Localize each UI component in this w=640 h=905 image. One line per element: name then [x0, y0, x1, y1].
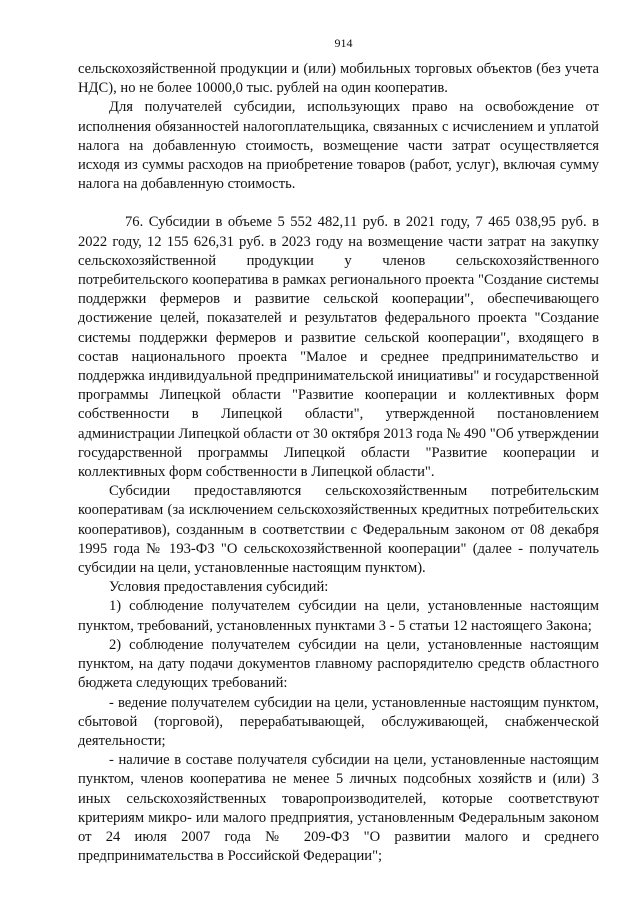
paragraph-requirement-activity: - ведение получателем субсидии на цели, установленные настоящим пунктом, сбытовой (торговой), перерабатывающей, обслуживающей, снабженческой деятельности;: [78, 694, 599, 749]
paragraph-condition-2: 2) соблюдение получателем субсидии на цели, установленные настоящим пунктом, на дату подачи документов главному распорядителю средств областного бюджета следующих требований:: [78, 636, 599, 692]
paragraph-continuation: сельскохозяйственной продукции и (или) мобильных торговых объектов (без учета НДС), но не более 10000,0 тыс. рублей на один кооператив.: [78, 61, 599, 97]
paragraph-condition-1: 1) соблюдение получателем субсидии на цели, установленные настоящим пунктом, требований, установленных пунктами 3 - 5 статьи 12 настоящего Закона;: [78, 598, 599, 634]
paragraph-requirement-members: - наличие в составе получателя субсидии на цели, установленные настоящим пунктом, членов кооператива не менее 5 личных подсобных хозяйств и (или) 3 иных сельскохозяйственных товаропроизводителей, которые соответствуют критериям микро- или малого предприятия, установленным Федеральным законом от 24 июля 2007 года № 209-ФЗ "О развитии малого и среднего предпринимательства в Российской Федерации";: [78, 752, 599, 865]
paragraph-conditions-heading: Условия предоставления субсидий:: [109, 579, 329, 596]
paragraph-subsidy-recipients: Субсидии предоставляются сельскохозяйственным потребительским кооперативам (за исключением сельскохозяйственных кредитных потребительских кооперативов), созданным в соответствии с Федеральным законом от 08 декабря 1995 года № 193-ФЗ "О сельскохозяйственной кооперации" (далее - получатель субсидии на цели, установленные настоящим пунктом).: [78, 483, 599, 577]
paragraph-vat-exemption: Для получателей субсидии, использующих право на освобождение от исполнения обязанностей налогоплательщика, связанных с исчислением и уплатой налога на добавленную стоимость, возмещение части затрат осуществляется исходя из суммы расходов на приобретение товаров (работ, услуг), включая сумму налога на добавленную стоимость.: [78, 99, 599, 193]
paragraph-item-76: 76. Субсидии в объеме 5 552 482,11 руб. в 2021 году, 7 465 038,95 руб. в 2022 году, 12 155 626,31 руб. в 2023 году на возмещение части затрат на закупку сельскохозяйственной продукции у членов сельскохозяйственного потребительского кооператива в рамках регионального проекта "Создание системы поддержки фермеров и развитие сельской кооперации", обеспечивающего достижение целей, показателей и результатов федерального проекта "Создание системы поддержки фермеров и развитие сельской кооперации", входящего в состав национального проекта "Малое и среднее предпринимательство и поддержка индивидуальной предпринимательской инициативы" и государственной программы Липецкой области "Развитие кооперации и коллективных форм собственности в Липецкой области", утвержденной постановлением администрации Липецкой области от 30 октября 2013 года № 490 "Об утверждении государственной программы Липецкой области "Развитие кооперации и коллективных форм собственности в Липецкой области".: [78, 214, 599, 481]
document-body: [78, 60, 599, 866]
page-number: 914: [334, 36, 353, 50]
